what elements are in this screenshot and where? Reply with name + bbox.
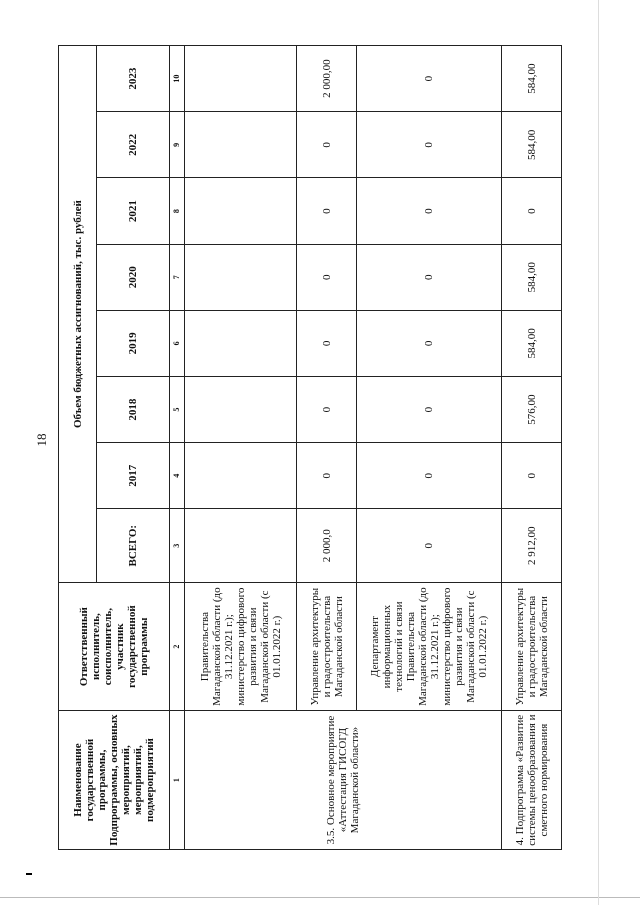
- row-value: 584,00: [502, 310, 562, 376]
- row-responsible: Департамент информационных технологий и связи Правительства Магаданской области (до 31.12.2021 г.); министерство цифрового развития и связи Магаданской области (с 01.01.2022 г.): [357, 583, 502, 711]
- row-value: 0: [502, 443, 562, 509]
- row-value: 0: [357, 112, 502, 178]
- row-value: 0: [357, 178, 502, 244]
- column-number: 4: [170, 443, 185, 509]
- header-year: 2017: [97, 443, 170, 509]
- column-number: 3: [170, 509, 185, 583]
- row-value: 584,00: [502, 46, 562, 112]
- header-year: 2019: [97, 310, 170, 376]
- row-total: 2 000,0: [297, 509, 357, 583]
- header-year: 2022: [97, 112, 170, 178]
- column-number: 9: [170, 112, 185, 178]
- row-value: 0: [357, 244, 502, 310]
- row-value: [185, 112, 297, 178]
- row-name: 3.5. Основное мероприятие «Аттестация ГИСОГД Магаданской области»: [185, 711, 502, 850]
- header-name: Наименование государственной программы, Подпрограммы, основных мероприятий, мероприятий, подмероприятий: [59, 711, 170, 850]
- column-number: 1: [170, 711, 185, 850]
- row-value: [185, 178, 297, 244]
- row-value: [185, 46, 297, 112]
- rotated-table-container: [58, 45, 558, 850]
- column-number: 7: [170, 244, 185, 310]
- page-right-edge: [598, 0, 599, 905]
- row-responsible: Правительства Магаданской области (до 31.12.2021 г.); министерство цифрового развития и связи Магаданской области (с 01.01.2022 г.): [185, 583, 297, 711]
- column-number: 6: [170, 310, 185, 376]
- row-value: [185, 443, 297, 509]
- row-value: 0: [357, 310, 502, 376]
- row-value: 2 000,00: [297, 46, 357, 112]
- column-number: 2: [170, 583, 185, 711]
- page-bottom-edge: [0, 897, 640, 898]
- row-value: 0: [502, 178, 562, 244]
- header-budget-title: Объем бюджетных ассигнований, тыс. рублей: [59, 46, 97, 583]
- header-total: ВСЕГО:: [97, 509, 170, 583]
- row-value: 0: [357, 443, 502, 509]
- row-total: 2 912,00: [502, 509, 562, 583]
- row-value: 0: [357, 46, 502, 112]
- header-year: 2018: [97, 377, 170, 443]
- column-number: 5: [170, 377, 185, 443]
- row-responsible: Управление архитектуры и градостроительства Магаданской области: [297, 583, 357, 711]
- row-value: 0: [297, 112, 357, 178]
- column-number: 10: [170, 46, 185, 112]
- row-value: [185, 244, 297, 310]
- row-value: 0: [297, 377, 357, 443]
- header-year: 2020: [97, 244, 170, 310]
- row-value: 0: [297, 443, 357, 509]
- row-value: 0: [297, 310, 357, 376]
- row-name: 4. Подпрограмма «Развитие системы ценообразования и сметного нормирования: [502, 711, 562, 850]
- header-responsible: Ответственный исполнитель, соисполнитель, участник государственной программы: [59, 583, 170, 711]
- row-value: [185, 377, 297, 443]
- row-value: 0: [357, 377, 502, 443]
- page-number: 18: [34, 433, 49, 447]
- header-year: 2021: [97, 178, 170, 244]
- budget-table: [58, 45, 562, 850]
- margin-mark: [26, 873, 32, 875]
- row-total: [185, 509, 297, 583]
- row-value: 0: [297, 244, 357, 310]
- row-value: 584,00: [502, 244, 562, 310]
- row-value: 576,00: [502, 377, 562, 443]
- column-number: 8: [170, 178, 185, 244]
- row-responsible: Управление архитектуры и градостроительства Магаданской области: [502, 583, 562, 711]
- table-row: [502, 46, 562, 850]
- row-total: 0: [357, 509, 502, 583]
- row-value: [185, 310, 297, 376]
- header-year: 2023: [97, 46, 170, 112]
- table-row: [185, 46, 297, 850]
- row-value: 584,00: [502, 112, 562, 178]
- row-value: 0: [297, 178, 357, 244]
